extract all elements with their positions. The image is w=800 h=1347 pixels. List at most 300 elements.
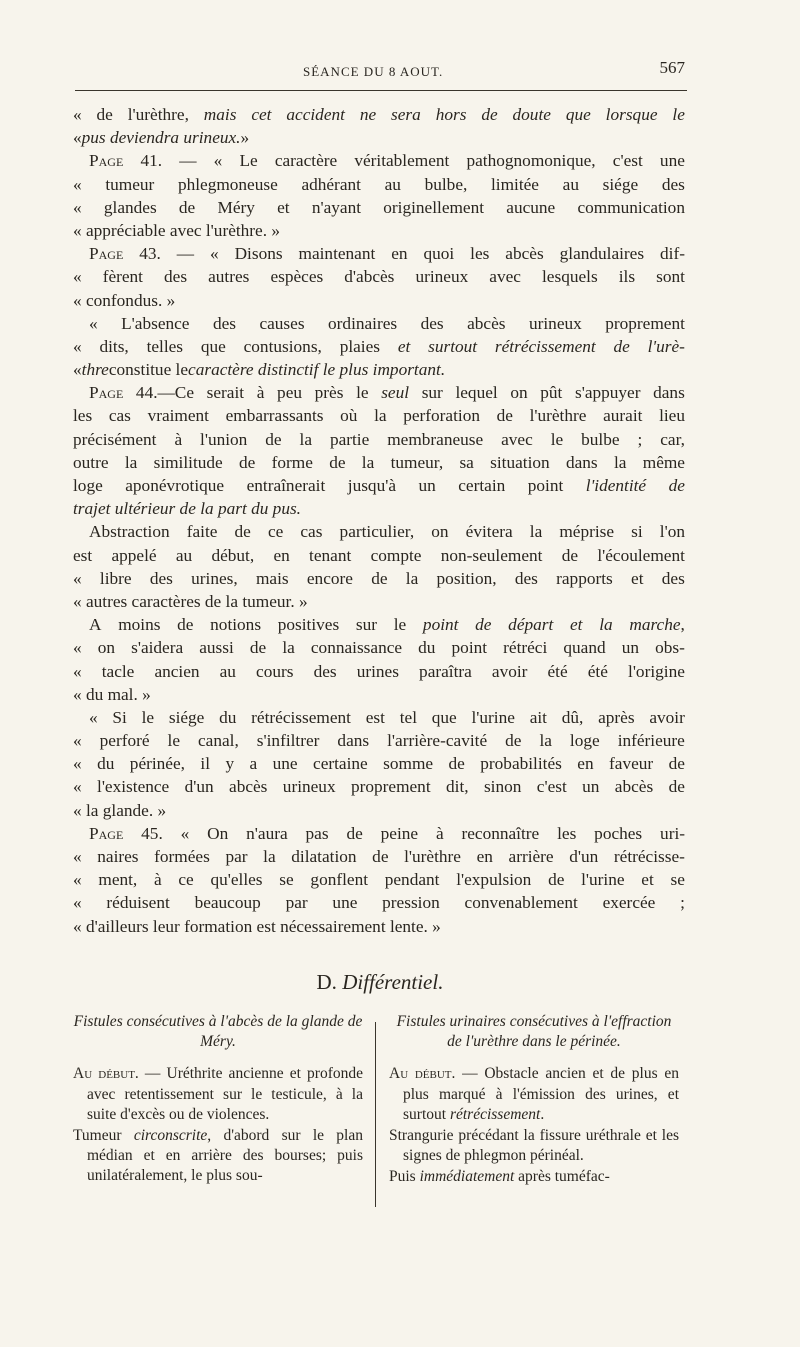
word xyxy=(456,868,531,891)
word xyxy=(73,335,82,358)
word xyxy=(480,752,562,775)
word-part: mais xyxy=(203,105,237,124)
text-run: Tumeur xyxy=(73,1127,134,1145)
word-part: pathognomonique, xyxy=(466,151,596,171)
word xyxy=(273,752,298,775)
word-part: des xyxy=(212,313,236,333)
word-part: des xyxy=(514,568,538,588)
text-run: » xyxy=(240,128,250,148)
word-part: surtout xyxy=(428,336,478,356)
word-part: urines xyxy=(356,661,399,681)
word xyxy=(169,706,205,729)
word xyxy=(436,103,467,126)
word xyxy=(121,312,189,335)
word xyxy=(506,196,555,219)
word xyxy=(139,242,161,265)
word-part: périnée, xyxy=(129,754,185,774)
word-part: de xyxy=(265,429,282,449)
word xyxy=(577,196,685,219)
word xyxy=(73,845,82,868)
word xyxy=(73,544,92,567)
text-line xyxy=(73,497,685,520)
word-part: « xyxy=(73,731,82,751)
word xyxy=(142,706,154,729)
word xyxy=(385,868,440,891)
text-run: Puis xyxy=(389,1168,420,1186)
word xyxy=(154,868,162,891)
word xyxy=(508,613,553,636)
word xyxy=(128,103,189,126)
word-part: l'écoulement xyxy=(597,545,685,565)
word-part: la xyxy=(263,847,276,866)
word-part: départ xyxy=(508,615,554,635)
word xyxy=(477,845,493,868)
word xyxy=(130,752,185,775)
word xyxy=(570,613,582,636)
word-part: l'urè- xyxy=(647,336,685,356)
word-part: arrière xyxy=(508,847,554,866)
word xyxy=(437,567,497,590)
word-part: le xyxy=(393,615,407,635)
word xyxy=(542,265,598,288)
word-part: dit, xyxy=(446,777,469,797)
word-part: outre xyxy=(73,452,109,472)
word-part: naires xyxy=(97,847,139,866)
word-part: urineux xyxy=(415,267,469,287)
word xyxy=(615,775,653,798)
word-part: glandes xyxy=(103,197,157,217)
word-part: gonflent xyxy=(310,870,369,890)
word xyxy=(449,752,465,775)
word xyxy=(649,706,685,729)
text-line xyxy=(73,683,685,706)
word-part: particulier, xyxy=(339,522,415,542)
word xyxy=(344,265,394,288)
word-part: au xyxy=(219,661,236,681)
word-part: le xyxy=(356,383,369,403)
text-line xyxy=(73,567,685,590)
word xyxy=(257,381,265,404)
word xyxy=(669,775,685,798)
word xyxy=(235,520,251,543)
word xyxy=(279,868,293,891)
word-part: lequel xyxy=(455,383,498,403)
word xyxy=(229,775,267,798)
text-run: « confondus. » xyxy=(73,290,176,310)
word xyxy=(309,544,351,567)
word-part: libre xyxy=(99,568,132,588)
word-part: méprise xyxy=(559,522,615,542)
word-part: ancien xyxy=(154,661,200,681)
word xyxy=(360,103,376,126)
column-entry xyxy=(389,1064,679,1125)
word xyxy=(330,428,369,451)
word-part: des xyxy=(661,174,685,194)
word xyxy=(446,775,469,798)
word xyxy=(643,451,685,474)
word xyxy=(73,775,82,798)
word xyxy=(100,729,150,752)
text-line xyxy=(73,590,685,613)
word xyxy=(459,451,473,474)
word xyxy=(286,891,308,914)
word-part: d'abcès xyxy=(344,267,395,287)
word xyxy=(351,775,431,798)
word xyxy=(505,242,543,265)
word xyxy=(503,636,547,659)
word-part: de xyxy=(496,406,513,426)
word-part: appelé xyxy=(111,545,157,565)
word xyxy=(622,636,639,659)
word xyxy=(562,544,578,567)
word xyxy=(606,103,658,126)
word-part: tumeur, xyxy=(390,452,444,472)
right-column xyxy=(389,1012,679,1189)
word-part: positives xyxy=(277,615,340,635)
text-line xyxy=(73,358,685,381)
word-part: sa xyxy=(459,452,474,472)
word-part: obs- xyxy=(655,638,685,658)
word xyxy=(97,845,138,868)
word-part: 44.—Ce xyxy=(135,383,195,403)
text-line xyxy=(73,544,685,567)
word xyxy=(462,822,540,845)
word-part: à xyxy=(174,429,183,449)
word-part: urineux xyxy=(282,777,336,797)
word-part: dif- xyxy=(660,244,685,264)
word-part: maintenant xyxy=(298,244,376,264)
column-entry xyxy=(73,1126,363,1187)
word-part: l'urèthre xyxy=(529,406,587,426)
word xyxy=(653,381,685,404)
word-part: l'urèthre xyxy=(404,847,461,866)
word-part: seul xyxy=(381,383,410,403)
word xyxy=(256,567,289,590)
word-part: exercée xyxy=(602,893,656,913)
word xyxy=(277,381,302,404)
word-part: certaine xyxy=(313,754,368,774)
word xyxy=(509,845,554,868)
word-part: les xyxy=(557,823,577,843)
word xyxy=(537,775,567,798)
word-part: plaies xyxy=(339,336,380,356)
word xyxy=(97,775,169,798)
word xyxy=(356,613,377,636)
word xyxy=(362,451,374,474)
word-part: bulbe, xyxy=(424,174,468,194)
word xyxy=(73,428,157,451)
word xyxy=(177,613,193,636)
word xyxy=(529,312,582,335)
word-part: originellement xyxy=(383,197,485,217)
word xyxy=(313,752,368,775)
word xyxy=(291,845,356,868)
word xyxy=(566,451,598,474)
word-part: accident xyxy=(286,105,345,124)
word-part: quoi xyxy=(423,244,455,264)
small-caps-text: Au début xyxy=(73,1065,135,1083)
word xyxy=(660,428,685,451)
word-part: au xyxy=(175,545,193,565)
word xyxy=(310,868,368,891)
word xyxy=(609,752,653,775)
text-run: « autres caractères de la tumeur. » xyxy=(73,591,308,611)
text-line xyxy=(73,404,685,427)
small-caps-text: Au début xyxy=(389,1065,452,1083)
text-run: « xyxy=(73,128,82,148)
word-part: si xyxy=(631,522,643,542)
word xyxy=(391,103,421,126)
word xyxy=(198,729,239,752)
text-line xyxy=(73,752,685,775)
word-part: « xyxy=(73,197,82,217)
word-part: ils xyxy=(618,267,636,287)
word-part: dilatation xyxy=(291,847,357,866)
section-title-prefix: D. xyxy=(316,970,343,994)
word xyxy=(354,149,449,172)
word xyxy=(207,381,244,404)
word-part: ordinaires xyxy=(328,313,398,333)
word xyxy=(300,428,312,451)
word-part: est xyxy=(365,707,385,727)
word-part: espèces xyxy=(270,267,324,287)
word-part: aucune xyxy=(506,197,556,217)
word xyxy=(575,381,641,404)
word-part: « xyxy=(73,336,82,356)
word xyxy=(199,636,234,659)
word-part: canal, xyxy=(198,731,239,751)
text-line xyxy=(73,103,685,126)
word xyxy=(200,752,210,775)
word-part: que xyxy=(431,707,457,727)
word xyxy=(340,520,415,543)
word xyxy=(515,567,538,590)
word-part: des xyxy=(661,568,685,588)
word xyxy=(154,660,199,683)
word-part: fèrent xyxy=(102,267,143,287)
word-part: partie xyxy=(329,429,370,449)
word-part: position, xyxy=(436,568,497,588)
word xyxy=(174,428,182,451)
word-part: sinon xyxy=(483,777,522,797)
word xyxy=(204,103,237,126)
word xyxy=(239,149,257,172)
word-part: aurait xyxy=(603,406,643,426)
word xyxy=(481,103,497,126)
word xyxy=(471,706,514,729)
word xyxy=(97,103,113,126)
word xyxy=(582,775,599,798)
word xyxy=(89,822,123,845)
word-part: connaissance xyxy=(310,638,403,658)
word-part: « xyxy=(73,893,82,913)
word-part: avoir xyxy=(491,661,528,681)
word xyxy=(256,660,293,683)
section-title xyxy=(0,970,760,995)
text-line xyxy=(73,822,685,845)
word xyxy=(73,868,82,891)
text-run: . xyxy=(540,1105,545,1123)
word-part: sont xyxy=(656,267,685,287)
word-part: point xyxy=(527,476,564,495)
word-part: On xyxy=(207,823,229,843)
word xyxy=(371,567,387,590)
word xyxy=(164,265,187,288)
word xyxy=(556,567,613,590)
word-part: la xyxy=(539,731,552,751)
word-part: aponévrotique xyxy=(125,476,225,495)
word xyxy=(475,613,491,636)
word xyxy=(391,451,444,474)
word-part: tumeur xyxy=(105,174,155,194)
word xyxy=(178,868,193,891)
word-part: de xyxy=(96,105,113,124)
word xyxy=(628,660,685,683)
word xyxy=(455,381,497,404)
word xyxy=(118,613,160,636)
word-part: bulbe xyxy=(581,429,620,449)
word-part: abcès xyxy=(467,313,506,333)
word xyxy=(387,428,483,451)
word-part: avoir xyxy=(649,707,685,727)
word-part: de xyxy=(668,777,685,797)
word xyxy=(403,404,480,427)
word-part: près xyxy=(314,383,344,403)
word xyxy=(581,868,624,891)
word xyxy=(154,451,223,474)
word xyxy=(278,613,339,636)
word xyxy=(141,822,163,845)
word-part: paraîtra xyxy=(419,661,472,681)
word xyxy=(195,891,261,914)
word-part: reconnaître xyxy=(461,823,540,843)
right-column-entries xyxy=(389,1064,679,1187)
word xyxy=(648,335,685,358)
word xyxy=(569,845,598,868)
text-line xyxy=(73,312,685,335)
word xyxy=(181,822,190,845)
word xyxy=(385,173,401,196)
word-part: tacle xyxy=(101,661,135,681)
word-part: par xyxy=(285,893,308,913)
word-part: ait xyxy=(529,707,547,727)
word xyxy=(452,636,488,659)
word-part: s'infiltrer xyxy=(256,731,320,751)
word xyxy=(530,706,547,729)
word-part: « xyxy=(73,847,82,866)
text-line xyxy=(73,660,685,683)
word-part: telles xyxy=(146,336,184,356)
word-part: situation xyxy=(490,452,550,472)
word xyxy=(428,335,477,358)
word xyxy=(563,636,605,659)
word-part: causes xyxy=(259,313,305,333)
text-line xyxy=(73,613,685,636)
word xyxy=(111,544,156,567)
word xyxy=(154,845,210,868)
word-part: de xyxy=(668,754,685,774)
word xyxy=(73,752,82,775)
word-part: précisément xyxy=(73,429,157,449)
word-part: de xyxy=(561,545,579,565)
word xyxy=(425,173,468,196)
word-part: n'ayant xyxy=(311,197,362,217)
word-part: de xyxy=(505,731,522,751)
word-part: pas xyxy=(305,823,329,843)
word-part: abcès xyxy=(614,777,654,797)
word-part: se xyxy=(670,870,685,890)
word-part: de xyxy=(177,615,194,635)
word-part: pendant xyxy=(384,870,440,890)
word xyxy=(340,404,357,427)
word-part: après xyxy=(598,707,635,727)
word xyxy=(314,660,337,683)
word-part: ce xyxy=(178,870,194,890)
word-part: formées xyxy=(154,847,210,866)
word xyxy=(356,381,368,404)
word xyxy=(398,335,410,358)
word xyxy=(366,706,385,729)
word-part: il xyxy=(200,754,211,774)
word-part: lieu xyxy=(659,406,685,426)
word-part: beaucoup xyxy=(194,893,261,913)
word xyxy=(250,636,266,659)
word-part: « xyxy=(89,707,98,727)
word xyxy=(125,474,224,497)
word-part: forme xyxy=(271,452,313,472)
text-line xyxy=(73,474,685,497)
word xyxy=(99,335,128,358)
word xyxy=(210,242,219,265)
word xyxy=(421,312,444,335)
word xyxy=(89,242,123,265)
word xyxy=(272,451,313,474)
word-part: « xyxy=(73,661,82,681)
word xyxy=(177,242,194,265)
word xyxy=(225,845,247,868)
word-part: de xyxy=(448,754,465,774)
word-part: L'absence xyxy=(121,313,190,333)
word xyxy=(102,660,135,683)
word xyxy=(603,173,639,196)
word xyxy=(467,149,596,172)
word-part: à xyxy=(256,383,265,403)
word xyxy=(131,636,183,659)
word-part: siége xyxy=(168,707,205,727)
word-part: Page xyxy=(89,151,124,171)
word xyxy=(89,149,123,172)
word-part: d'un xyxy=(184,777,214,797)
word-part: rétrécissement xyxy=(494,336,596,356)
word-part: abcès xyxy=(505,244,544,264)
section-title-italic: Différentiel. xyxy=(342,970,444,994)
word xyxy=(539,729,551,752)
word xyxy=(214,149,223,172)
word-part: début, xyxy=(211,545,255,565)
text-line xyxy=(73,636,685,659)
word xyxy=(431,520,448,543)
text-run: après tuméfac- xyxy=(514,1168,610,1186)
word-part: A xyxy=(89,615,102,635)
column-entry xyxy=(389,1126,679,1166)
word xyxy=(597,544,685,567)
word xyxy=(423,613,459,636)
word xyxy=(491,173,539,196)
word xyxy=(660,822,685,845)
word xyxy=(148,404,209,427)
word-part: l'urèthre, xyxy=(127,105,189,124)
word xyxy=(501,428,533,451)
